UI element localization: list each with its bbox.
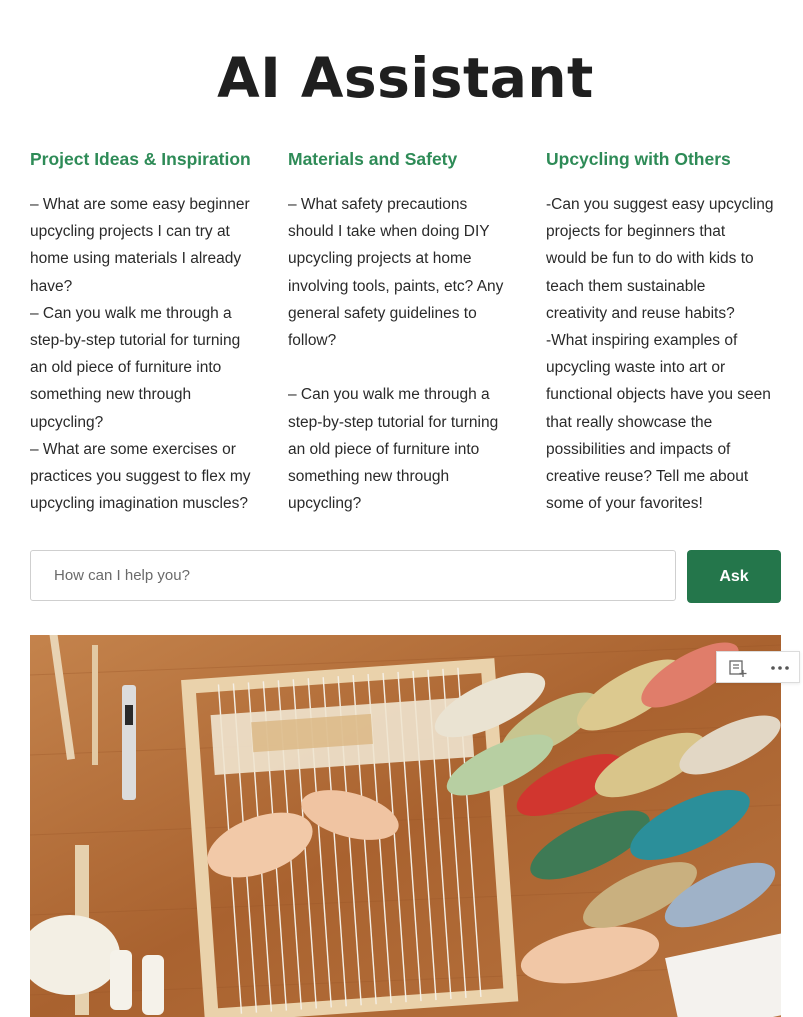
column-heading: Materials and Safety <box>288 149 458 169</box>
column-text: – What are some easy beginner upcycling projects I can try at home using materials I already have? – Can you walk me through a step-by-step tutorial for turning an old piece of furniture into something new through upcycling? – What are some exercises or practices you suggest to flex my upcycling imagination muscles? <box>30 196 251 513</box>
hero-image <box>30 635 781 1017</box>
column-heading: Upcycling with Others <box>546 149 731 169</box>
column-project-ideas <box>30 146 266 513</box>
column-text: – What safety precautions should I take when doing DIY upcycling projects at home involving tools, paints, etc? Any general safety guidelines to follow? – Can you walk me through a step-by-step tutorial for turning an old piece of furniture into something new through upcycling? <box>288 196 504 513</box>
add-to-block-icon[interactable] <box>717 652 759 684</box>
column-heading: Project Ideas & Inspiration <box>30 149 251 169</box>
column-text: -Can you suggest easy upcycling projects for beginners that would be fun to do with kids to teach them sustainable creativity and reuse habits? -What inspiring examples of upcycling waste into art or functional objects have you seen that really showcase the possibilities and impacts of creative reuse? Tell me about some of your favorites! <box>546 196 774 513</box>
column-materials-safety <box>288 146 524 513</box>
more-options-icon[interactable] <box>759 652 801 684</box>
ask-button[interactable]: Ask <box>687 550 781 603</box>
search-input[interactable] <box>30 550 676 601</box>
page-title: AI Assistant <box>217 46 594 110</box>
image-block-toolbar <box>716 651 800 683</box>
weaving-scene-illustration <box>30 635 781 1017</box>
column-upcycling-with-others <box>546 146 782 513</box>
